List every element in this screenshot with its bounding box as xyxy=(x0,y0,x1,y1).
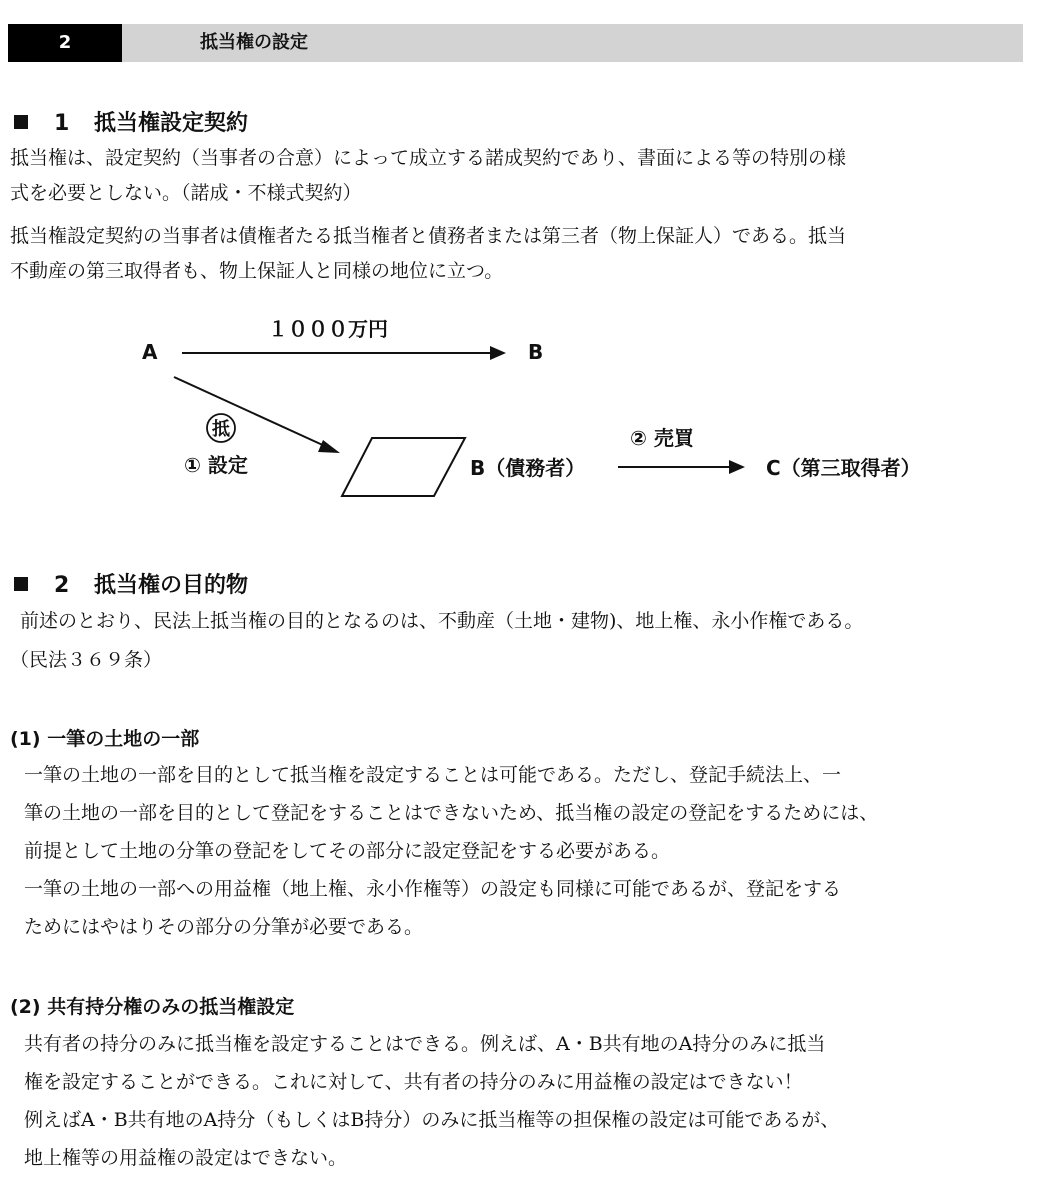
amount-label: １０００万円 xyxy=(268,317,388,341)
sub1-line-2: 筆の土地の一部を目的として登記をすることはできないため、抵当権の設定の登記をするためには、 xyxy=(24,802,879,824)
section1-line-3: 抵当権設定契約の当事者は債権者たる抵当権者と債務者または第三者（物上保証人）である。抵当 xyxy=(10,225,847,247)
section2-line-1: 前述のとおり、民法上抵当権の目的となるのは、不動産（土地・建物)、地上権、永小作権である。 xyxy=(20,610,864,632)
section1-line-2: 式を必要としない。（諾成・不様式契約） xyxy=(10,182,362,204)
sub2-line-4: 地上権等の用益権の設定はできない。 xyxy=(24,1147,348,1169)
section2-number: 2 xyxy=(54,573,70,598)
step2-label: ② 売買 xyxy=(630,426,694,450)
real-estate-parcel-icon xyxy=(342,438,465,496)
setting-arrow-line xyxy=(174,377,327,447)
sub1-line-1: 一筆の土地の一部を目的として抵当権を設定することは可能である。ただし、登記手続法上、一 xyxy=(24,764,842,786)
sub2-heading: (2) 共有持分権のみの抵当権設定 xyxy=(10,996,295,1018)
section1-line-4: 不動産の第三取得者も、物上保証人と同様の地位に立つ。 xyxy=(10,260,504,282)
sub2-line-3: 例えばA・B共有地のA持分（もしくはB持分）のみに抵当権等の担保権の設定は可能であるが、 xyxy=(24,1109,840,1131)
sub1-line-3: 前提として土地の分筆の登記をしてその部分に設定登記をする必要がある。 xyxy=(24,840,671,862)
chapter-title: 抵当権の設定 xyxy=(200,32,308,53)
square-bullet-icon xyxy=(14,577,28,591)
section1-number: 1 xyxy=(54,111,70,136)
sale-arrow-head xyxy=(729,460,745,474)
chapter-number: 2 xyxy=(8,24,122,62)
step1-label: ① 設定 xyxy=(184,453,248,477)
sub2-line-2: 権を設定することができる。これに対して、共有者の持分のみに用益権の設定はできない！ xyxy=(24,1071,803,1093)
sub1-line-5: ためにはやはりその部分の分筆が必要である。 xyxy=(24,916,424,938)
party-a-label: A xyxy=(142,340,158,364)
section2-title: 抵当権の目的物 xyxy=(94,573,249,598)
sub1-heading: (1) 一筆の土地の一部 xyxy=(10,728,200,750)
sub1-line-4: 一筆の土地の一部への用益権（地上権、永小作権等）の設定も同様に可能であるが、登記をする xyxy=(24,878,842,900)
sub2-line-1: 共有者の持分のみに抵当権を設定することはできる。例えば、A・B共有地のA持分のみに抵当 xyxy=(24,1033,826,1055)
party-b-top-label: B xyxy=(528,340,544,364)
loan-arrow-head xyxy=(490,346,506,360)
section1-title: 抵当権設定契約 xyxy=(94,111,249,136)
section2-heading xyxy=(14,568,248,599)
setting-arrow-head xyxy=(318,440,340,453)
section1-line-1: 抵当権は、設定契約（当事者の合意）によって成立する諾成契約であり、書面による等の特別の様 xyxy=(10,147,847,169)
section2-line-2: （民法３６９条） xyxy=(10,649,163,671)
debtor-label: B（債務者） xyxy=(470,456,586,480)
third-party-label: C（第三取得者） xyxy=(766,456,921,480)
mortgage-mark-text: 抵 xyxy=(212,419,230,440)
